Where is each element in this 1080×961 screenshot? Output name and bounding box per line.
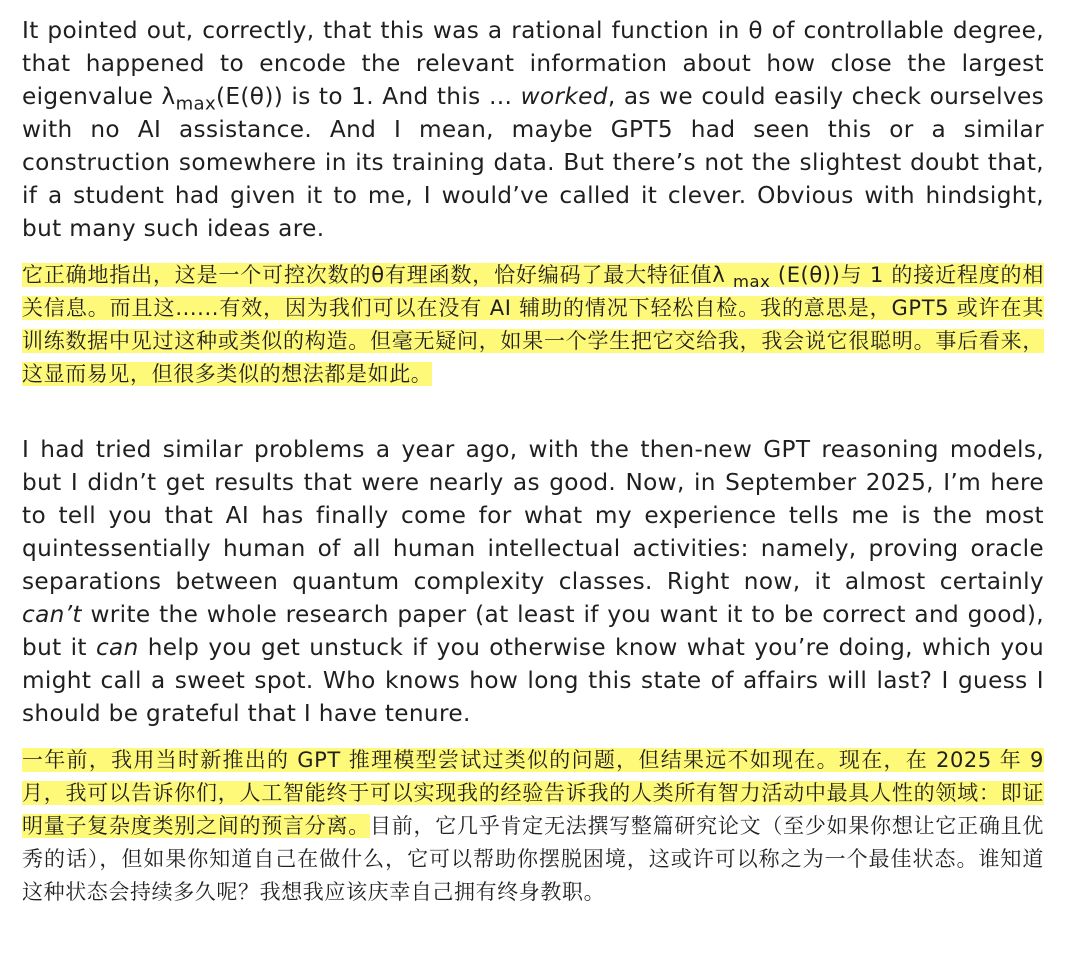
p1-emphasis-worked: worked xyxy=(520,83,608,110)
paragraph-chinese-1 xyxy=(22,259,1044,391)
p2-emphasis-cant: can’t xyxy=(22,601,82,628)
p1-zh-subscript-max: max xyxy=(732,271,771,291)
paragraph-english-2 xyxy=(22,433,1044,730)
p2-zh-plain: 目前，它几乎肯定无法撰写整篇研究论文（至少如果你想让它正确且优秀的话），但如果你知道自己在做什么，它可以帮助你摆脱困境，这或许可以称之为一个最佳状态。谁知道这种状态会持续多久呢？我想我应该庆幸自己拥有终身教职。 xyxy=(22,814,1044,904)
p1-text-c: , as we could easily check ourselves with no AI assistance. And I mean, maybe GPT5 had seen this or a similar construction somewhere in its training data. But there’s not the slightest doubt that, if a student had given it to me, I would’ve called it clever. Obvious with hindsight, but many such ideas are. xyxy=(22,83,1045,242)
p2-text-c: help you get unstuck if you otherwise know what you’re doing, which you might call a sweet spot. Who knows how long this state of affairs will last? I guess I should be grateful that I have tenure. xyxy=(22,634,1044,727)
spacer xyxy=(22,730,1044,744)
p1-zh-text-a: 它正确地指出，这是一个可控次数的θ有理函数，恰好编码了最大特征值λ xyxy=(22,263,733,287)
article-body xyxy=(22,14,1044,909)
spacer xyxy=(22,391,1044,433)
p2-text-a: I had tried similar problems a year ago, with the then-new GPT reasoning models, but I didn’t get results that were nearly as good. Now, in September 2025, I’m here to tell you that AI has finally come for what my experience tells me is the most quintessentially human of all human intellectual activities: namely, proving oracle separations between quantum complexity classes. Right now, it almost certainly xyxy=(22,436,1044,595)
p1-subscript-max: max xyxy=(175,93,217,115)
spacer xyxy=(22,245,1044,259)
paragraph-chinese-2 xyxy=(22,744,1044,909)
p2-zh-highlight: 一年前，我用当时新推出的 GPT 推理模型尝试过类似的问题，但结果远不如现在。现在，在 2025 年 9 月，我可以告诉你们，人工智能终于可以实现我的经验告诉我的人类所有智力活动中最具人性的领域：即证明量子复杂度类别之间的预言分离。 xyxy=(22,748,1044,838)
p1-zh-text-b: (E(θ))与 1 的接近程度的相关信息。而且这......有效，因为我们可以在没有 AI 辅助的情况下轻松自检。我的意思是，GPT5 或许在其训练数据中见过这种或类似的构造。但毫无疑问，如果一个学生把它交给我，我会说它很聪明。事后看来，这显而易见，但很多类似的想法都是如此。 xyxy=(22,263,1044,386)
p1-text-b: (E(θ)) is to 1. And this … xyxy=(216,83,521,110)
p2-text-b: write the whole research paper (at least if you want it to be correct and good), but it xyxy=(22,601,1044,661)
p1-zh-highlight xyxy=(22,263,1044,386)
p2-emphasis-can: can xyxy=(95,634,139,661)
p1-text-a: It pointed out, correctly, that this was a rational function in θ of controllable degree, that happened to encode the relevant information about how close the largest eigenvalue λ xyxy=(22,17,1044,110)
paragraph-english-1 xyxy=(22,14,1044,245)
